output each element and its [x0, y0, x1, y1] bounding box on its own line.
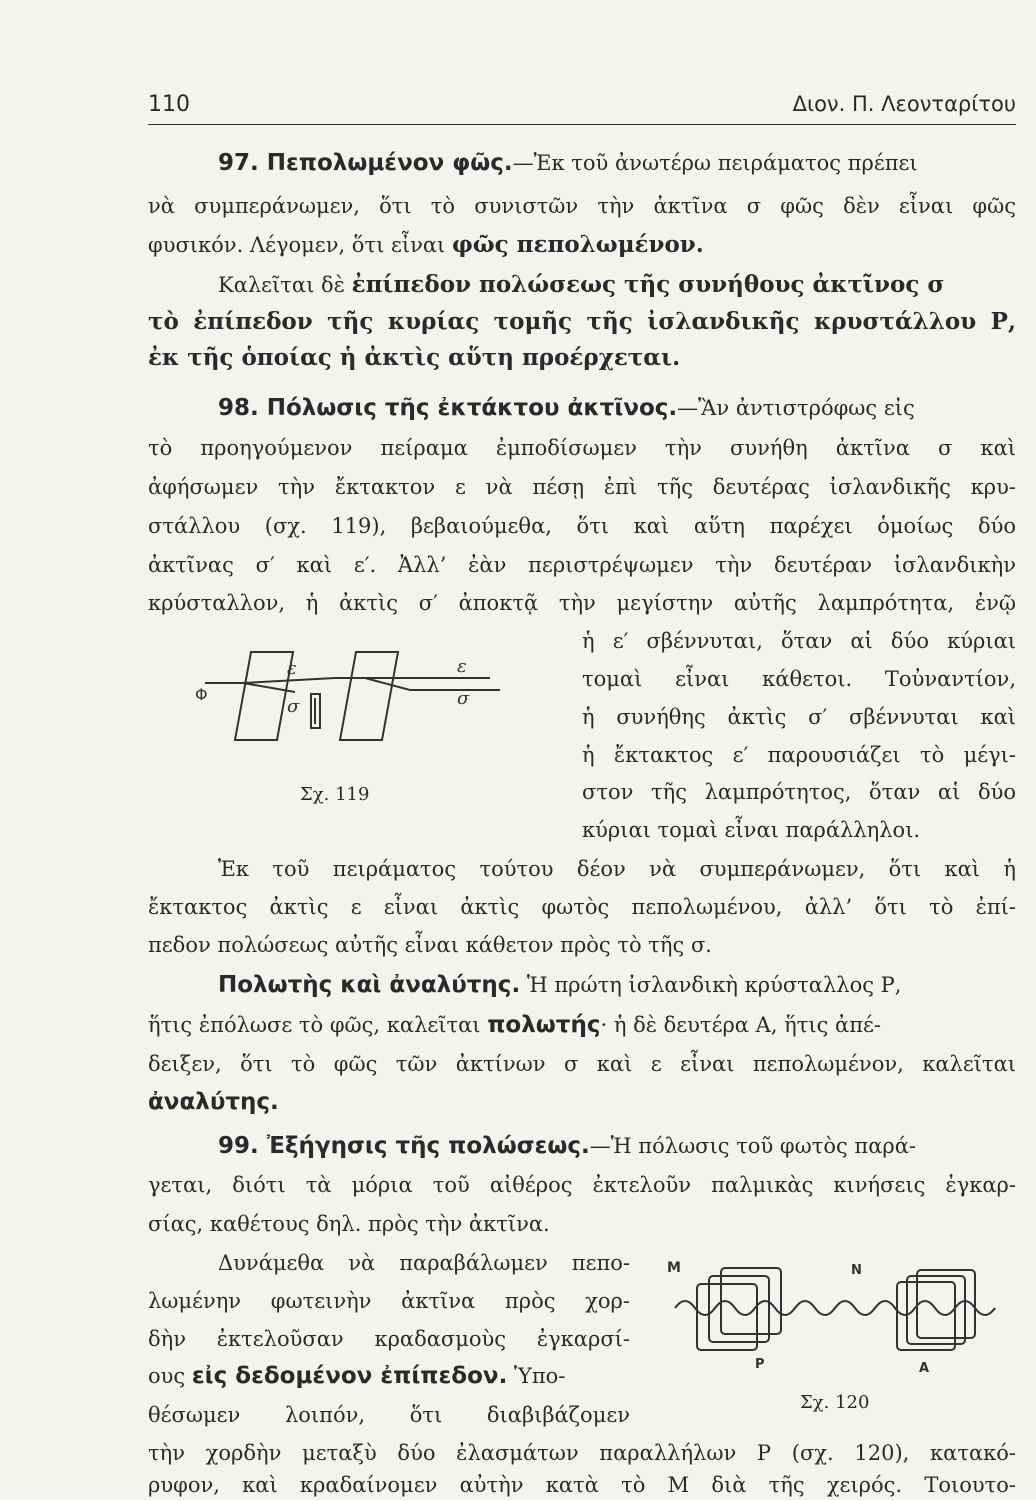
label-sigma-2: σ: [457, 688, 470, 709]
label-sigma-1: σ: [287, 696, 300, 717]
section-99-line-3: σίας, καθέτους δηλ. πρὸς τὴν ἀκτῖνα.: [148, 1212, 550, 1236]
section-98-heading: 98. Πόλωσις τῆς ἐκτάκτου ἀκτῖνος.: [218, 395, 678, 421]
figure-119: [195, 648, 545, 758]
crystal-a: [340, 652, 398, 740]
section-97-line-6: ἐκ τῆς ὁποίας ἡ ἀκτὶς αὕτη προέρχεται.: [148, 344, 681, 371]
section-99-line-8: θέσωμεν λοιπόν, ὅτι διαβιβάζομεν: [148, 1403, 630, 1427]
section-99-line-2: γεται, διότι τὰ μόρια τοῦ αἰθέρος ἐκτελοῦν παλμικὰς κινήσεις ἐγκαρ-: [148, 1173, 1016, 1197]
section-98-line-15: πεδον πολώσεως αὐτῆς εἶναι κάθετον πρὸς τὸ τῆς σ.: [148, 933, 712, 957]
section-97-line-5: τὸ ἐπίπεδον τῆς κυρίας τομῆς τῆς ἰσλανδικῆς κρυστάλλου Ρ,: [148, 308, 1016, 335]
section-98-line-4: στάλλου (σχ. 119), βεβαιούμεθα, ὅτι καὶ αὕτη παρέχει ὁμοίως δύο: [148, 514, 1016, 538]
section-99-line-6: δὴν ἐκτελοῦσαν κραδασμοὺς ἐγκαρσί-: [148, 1327, 630, 1351]
label-m: Μ: [667, 1260, 681, 1276]
polarizer-line-1: Πολωτὴς καὶ ἀναλύτης. Ἡ πρώτη ἰσλανδικὴ κρύσταλλος Ρ,: [218, 972, 902, 998]
label-p: Ρ: [755, 1357, 765, 1372]
polarizer-heading: Πολωτὴς καὶ ἀναλύτης.: [218, 972, 521, 998]
section-99-line-1: 99. Ἐξήγησις τῆς πολώσεως.—Ἡ πόλωσις τοῦ φωτὸς παρά-: [218, 1133, 917, 1159]
section-98-line-1: 98. Πόλωσις τῆς ἐκτάκτου ἀκτῖνος.—Ἂν ἀντιστρόφως εἰς: [218, 395, 915, 421]
section-98-line-11: στον τῆς λαμπρότητος, ὅταν αἱ δύο: [582, 780, 1016, 804]
section-98-line-6: κρύσταλλον, ἡ ἀκτὶς σ′ ἀποκτᾷ τὴν μεγίστην αὐτῆς λαμπρότητα, ἐνῷ: [148, 591, 1016, 615]
section-98-line-14: ἔκτακτος ἀκτὶς ε εἶναι ἀκτὶς φωτὸς πεπολωμένου, ἀλλ’ ὅτι τὸ ἐπί-: [148, 895, 1016, 919]
section-99-line-9: τὴν χορδὴν μεταξὺ δύο ἐλασμάτων παραλλήλων Ρ (σχ. 120), κατακό-: [148, 1441, 1016, 1465]
section-98-line-9: ἡ συνήθης ἀκτὶς σ′ σβέννυται καὶ: [582, 705, 1016, 729]
section-97-line-4: Καλεῖται δὲ ἐπίπεδον πολώσεως τῆς συνήθους ἀκτῖνος σ: [218, 271, 945, 298]
plates-a: [897, 1282, 955, 1350]
polarizer-line-3: δειξεν, ὅτι τὸ φῶς τῶν ἀκτίνων σ καὶ ε εἶναι πεπολωμένον, καλεῖται: [148, 1052, 1016, 1076]
vibrating-string: [675, 1301, 995, 1315]
section-98-line-8: τομαὶ εἶναι κάθετοι. Τοὐναντίον,: [582, 667, 1016, 691]
crystal-p: [235, 652, 293, 740]
label-a: Α: [919, 1361, 930, 1376]
term-polarization-plane: ἐπίπεδον πολώσεως τῆς συνήθους ἀκτῖνος σ: [351, 271, 945, 298]
polarizer-line-2: ἥτις ἐπόλωσε τὸ φῶς, καλεῖται πολωτής· ἡ δὲ δευτέρα Α, ἥτις ἀπέ-: [148, 1012, 881, 1038]
figure-119-caption: Σχ. 119: [300, 784, 370, 805]
label-epsilon-2: ε: [457, 656, 467, 677]
term-polarized-light: φῶς πεπολωμένον.: [451, 231, 704, 258]
section-99-line-7: ους εἰς δεδομένον ἐπίπεδον. Ὑπο-: [148, 1363, 566, 1389]
label-phi: Φ: [195, 685, 208, 704]
label-epsilon-1: ε: [287, 658, 297, 679]
term-polarizer: πολωτής: [487, 1012, 601, 1038]
running-head: Διον. Π. Λεονταρίτου: [792, 92, 1016, 116]
figure-120: [655, 1250, 1015, 1390]
section-99-line-5: λωμένην φωτεινὴν ἀκτῖνα πρὸς χορ-: [148, 1289, 630, 1313]
term-analyzer: ἀναλύτης.: [148, 1089, 279, 1115]
page-number: 110: [148, 92, 190, 117]
section-99-line-4: Δυνάμεθα νὰ παραβάλωμεν πεπο-: [218, 1251, 630, 1275]
page-header: [148, 92, 1016, 125]
section-99-heading: 99. Ἐξήγησις τῆς πολώσεως.: [218, 1133, 590, 1159]
section-98-line-13: Ἐκ τοῦ πειράματος τούτου δέον νὰ συμπεράνωμεν, ὅτι καὶ ἡ: [218, 857, 1016, 881]
term-given-plane: εἰς δεδομένον ἐπίπεδον.: [191, 1363, 508, 1389]
label-n: Ν: [851, 1263, 862, 1278]
section-98-line-3: ἀφήσωμεν τὴν ἔκτακτον ε νὰ πέσῃ ἐπὶ τῆς δευτέρας ἰσλανδικῆς κρυ-: [148, 475, 1016, 499]
figure-120-caption: Σχ. 120: [800, 1392, 870, 1413]
section-98-line-12: κύριαι τομαὶ εἶναι παράλληλοι.: [582, 818, 921, 842]
section-98-line-10: ἡ ἔκτακτος ε′ παρουσιάζει τὸ μέγι-: [582, 743, 1016, 767]
section-98-line-2: τὸ προηγούμενον πείραμα ἐμποδίσωμεν τὴν συνήθη ἀκτῖνα σ καὶ: [148, 436, 1016, 460]
plates-p: [697, 1284, 757, 1350]
section-97-line-3: φυσικόν. Λέγομεν, ὅτι εἶναι φῶς πεπολωμένον.: [148, 231, 704, 258]
section-98-line-7: ἡ ε′ σβέννυται, ὅταν αἱ δύο κύριαι: [582, 629, 1016, 653]
section-97-heading: 97. Πεπολωμένον φῶς.: [218, 150, 513, 176]
section-97-line-1: 97. Πεπολωμένον φῶς.—Ἐκ τοῦ ἀνωτέρω πειράματος πρέπει: [218, 150, 918, 176]
section-98-line-5: ἀκτῖνας σ′ καὶ ε′. Ἀλλ’ ἐὰν περιστρέψωμεν τὴν δευτέραν ἰσλανδικὴν: [148, 553, 1016, 577]
section-97-line-2: νὰ συμπεράνωμεν, ὅτι τὸ συνιστῶν τὴν ἀκτῖνα σ φῶς δὲν εἶναι φῶς: [148, 194, 1016, 218]
section-99-line-10: ρυφον, καὶ κραδαίνομεν αὐτὴν κατὰ τὸ Μ διὰ τῆς χειρός. Τοιουτο-: [148, 1473, 1016, 1497]
